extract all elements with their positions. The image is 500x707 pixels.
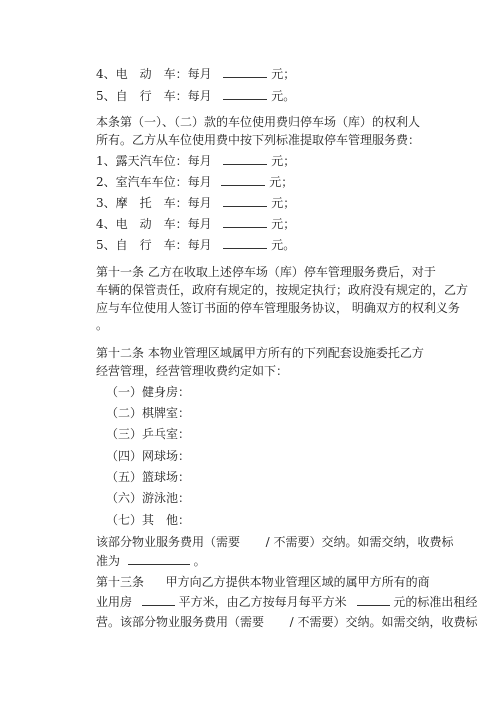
fee-unit: 元； bbox=[271, 196, 296, 210]
fee-label: 4、电 动 车：每月 bbox=[96, 67, 212, 81]
text-segment: 业用房 bbox=[96, 595, 133, 609]
text-segment: 准为 bbox=[96, 554, 121, 568]
text-segment: 该部分物业服务费用（需要 bbox=[96, 535, 241, 549]
service-fee-line bbox=[96, 195, 295, 211]
blank-field[interactable] bbox=[223, 153, 267, 165]
facility-item: （二）棋牌室： bbox=[106, 406, 191, 420]
text-segment: / 不需要）交纳。如需交纳，收费标 bbox=[289, 615, 478, 629]
paragraph-line: 车辆的保管责任，政府有规定的，按规定执行；政府没有规定的，乙方 bbox=[96, 283, 469, 297]
blank-field[interactable] bbox=[223, 195, 267, 207]
paragraph-line bbox=[96, 574, 430, 590]
paragraph-line: 第十一条 乙方在收取上述停车场（库）停车管理服务费后，对于 bbox=[96, 265, 436, 279]
paragraph-line: 应与车位使用人签订书面的停车管理服务协议， 明确双方的权利义务 bbox=[96, 301, 460, 315]
facility-item: （五）篮球场： bbox=[106, 470, 191, 484]
paragraph-line: 所有。乙方从车位使用费中按下列标准提取停车管理服务费： bbox=[96, 133, 421, 147]
text-segment: 甲方向乙方提供本物业管理区域的属甲方所有的商 bbox=[165, 575, 430, 589]
fee-label: 5、自 行 车：每月 bbox=[96, 89, 212, 103]
fee-label: 3、摩 托 车：每月 bbox=[96, 196, 212, 210]
paragraph-line: 经营管理，经营管理收费约定如下： bbox=[96, 364, 289, 378]
paragraph-line: 。 bbox=[96, 318, 109, 332]
blank-field[interactable] bbox=[223, 66, 267, 78]
facility-item: （七）其 他： bbox=[106, 513, 191, 527]
paragraph-line bbox=[96, 594, 477, 610]
blank-field[interactable] bbox=[223, 216, 267, 228]
fee-unit: 元； bbox=[269, 175, 294, 189]
service-fee-line bbox=[96, 216, 295, 232]
facility-item: （六）游泳池： bbox=[106, 491, 191, 505]
service-fee-line bbox=[96, 237, 295, 253]
fee-unit: 元。 bbox=[271, 238, 296, 252]
text-segment: 平方米，由乙方按每月每平方米 bbox=[178, 595, 347, 609]
facility-item: （四）网球场： bbox=[106, 449, 191, 463]
blank-field[interactable] bbox=[223, 237, 267, 249]
fee-line-electric bbox=[96, 66, 295, 82]
blank-field[interactable] bbox=[221, 174, 265, 186]
text-segment: 营。该部分物业服务费用（需要 bbox=[96, 615, 265, 629]
fee-line-bicycle bbox=[96, 88, 295, 104]
text-segment: 元的标准出租经 bbox=[393, 595, 478, 609]
text-segment: 。 bbox=[193, 554, 206, 568]
service-fee-line bbox=[96, 153, 295, 169]
text-segment: 第十三条 bbox=[96, 575, 145, 589]
fee-unit: 元； bbox=[271, 154, 296, 168]
fee-unit: 元； bbox=[271, 67, 296, 81]
text-segment: / 不需要）交纳。如需交纳，收费标 bbox=[265, 535, 454, 549]
blank-field[interactable] bbox=[223, 88, 267, 100]
paragraph-line: 第十二条 本物业管理区域属甲方所有的下列配套设施委托乙方 bbox=[96, 346, 424, 360]
facility-item: （一）健身房： bbox=[106, 385, 191, 399]
fee-unit: 元。 bbox=[271, 89, 296, 103]
blank-field[interactable] bbox=[142, 594, 175, 606]
fee-label: 4、电 动 车：每月 bbox=[96, 217, 212, 231]
fee-label: 1、露天汽车位：每月 bbox=[96, 154, 212, 168]
fee-label: 2、室汽车车位：每月 bbox=[96, 175, 212, 189]
blank-field[interactable] bbox=[357, 594, 390, 606]
fee-label: 5、自 行 车：每月 bbox=[96, 238, 212, 252]
service-fee-line bbox=[96, 174, 293, 190]
paragraph-line bbox=[96, 553, 206, 569]
paragraph-line bbox=[96, 614, 478, 630]
fee-unit: 元； bbox=[271, 217, 296, 231]
paragraph-line: 本条第（一）、（二）款的车位使用费归停车场（库）的权利人 bbox=[96, 115, 421, 129]
blank-field[interactable] bbox=[128, 553, 190, 565]
paragraph-line bbox=[96, 534, 454, 550]
facility-item: （三）乒乓室： bbox=[106, 427, 191, 441]
